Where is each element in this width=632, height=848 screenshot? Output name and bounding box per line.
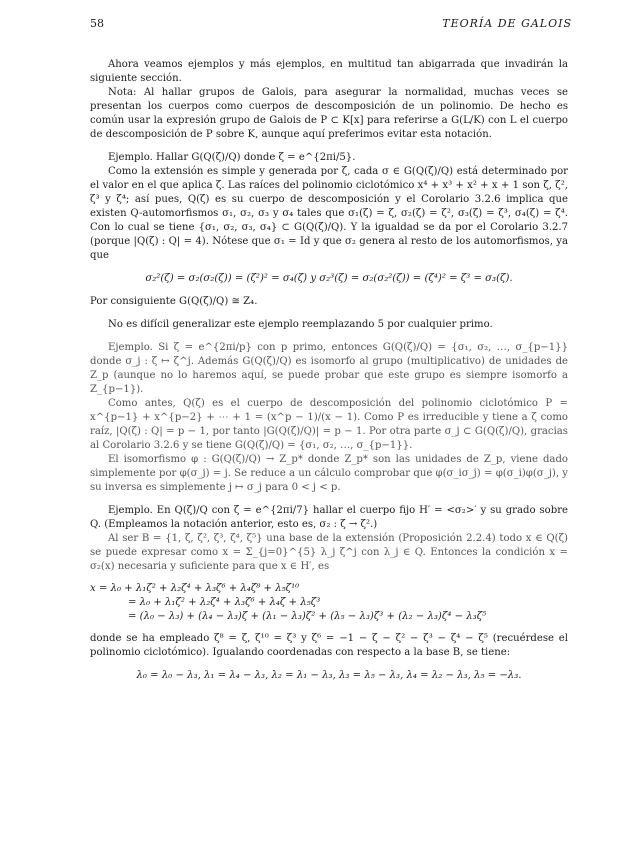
equation-lambda-system: λ₀ = λ₀ − λ₃, λ₁ = λ₄ − λ₃, λ₂ = λ₁ − λ₃, λ₃ = λ₅ − λ₃, λ₄ = λ₂ − λ₃, λ₅ = −λ₃. <box>136 670 522 681</box>
equation-automorphisms: σ₂²(ζ) = σ₂(σ₂(ζ)) = (ζ²)² = σ₄(ζ) y σ₂³(ζ) = σ₂(σ₂²(ζ)) = (ζ⁴)² = ζ³ = σ₃(ζ). <box>145 273 513 284</box>
paragraph-cyclotomic: Como antes, Q(ζ) es el cuerpo de descomposición del polinomio ciclotómico P = x^{p−1} + x^{p−2} + ⋯ + 1 = (x^p − 1)/(x − 1). Como P es irreducible y tiene a ζ como raíz, |Q(ζ) : Q| = p − 1, por tanto |G(Q(ζ)/Q)| = p − 1. Por otra parte σ_j ⊂ G(Q(ζ)/Q), gracias al Corolario 3.2.6 y se tiene G(Q(ζ)/Q) = {σ₁, σ₂, …, σ_{p−1}}. <box>90 398 568 451</box>
page-number: 58 <box>90 17 104 30</box>
equation-block <box>90 582 568 624</box>
paragraph-note: Nota: Al hallar grupos de Galois, para asegurar la normalidad, muchas veces se presentan los cuerpos como cuerpos de descomposición de un polinomio. De hecho es común usar la expresión grupo de Galois de P ⊂ K[x] para referirse a G(L/K) con L el cuerpo de descomposición de P sobre K, aunque aquí preferimos evitar esta notación. <box>90 87 568 140</box>
equation-line-2: = λ₀ + λ₁ζ² + λ₂ζ⁴ + λ₃ζ⁶ + λ₄ζ + λ₅ζ³ <box>128 597 321 608</box>
example-heading-3: Ejemplo. En Q(ζ)/Q con ζ = e^{2πi/7} hallar el cuerpo fijo H′ = <σ₂>′ y su grado sobre Q. (Empleamos la notación anterior, esto es, σ₂ : ζ → ζ².) <box>90 505 568 530</box>
page-body <box>90 58 568 692</box>
paragraph-intro: Ahora veamos ejemplos y más ejemplos, en multitud tan abigarrada que invadirán la siguiente sección. <box>90 59 568 84</box>
paragraph-basis: Al ser B = {1, ζ, ζ², ζ³, ζ⁴, ζ⁵} una base de la extensión (Proposición 2.2.4) todo x ∈ Q(ζ) se puede expresar como x = Σ_{j=0}^{5} λ_j ζ^j con λ_j ∈ Q. Entonces la condición x = σ₂(x) necesaria y suficiente para que x ∈ H′, es <box>90 533 568 572</box>
paragraph-generalize: No es difícil generalizar este ejemplo reemplazando 5 por cualquier primo. <box>108 319 493 330</box>
running-title: TEORÍA DE GALOIS <box>442 17 572 30</box>
paragraph-conclusion: Por consiguiente G(Q(ζ)/Q) ≅ Z₄. <box>90 296 258 307</box>
example-heading-1: Ejemplo. Hallar G(Q(ζ)/Q) donde ζ = e^{2πi/5}. <box>108 152 356 163</box>
paragraph-coordinates: donde se ha empleado ζ⁸ = ζ, ζ¹⁰ = ζ³ y ζ⁶ = −1 − ζ − ζ² − ζ³ − ζ⁴ − ζ⁵ (recuérdese el polinomio ciclotómico). Igualando coordenadas con respecto a la base B, se tiene: <box>90 633 568 658</box>
equation-line-3: = (λ₀ − λ₃) + (λ₄ − λ₃)ζ + (λ₁ − λ₃)ζ² + (λ₅ − λ₃)ζ³ + (λ₂ − λ₃)ζ⁴ − λ₃ζ⁵ <box>128 611 487 622</box>
paragraph-example-1: Como la extensión es simple y generada por ζ, cada σ ∈ G(Q(ζ)/Q) está determinado por el valor en el que aplica ζ. Las raíces del polinomio ciclotómico x⁴ + x³ + x² + x + 1 son ζ, ζ², ζ³ y ζ⁴; así pues, Q(ζ) es su cuerpo de descomposición y el Corolario 3.2.6 implica que existen Q-automorfismos σ₁, σ₂, σ₃ y σ₄ tales que σ₁(ζ) = ζ, σ₂(ζ) = ζ², σ₃(ζ) = ζ³, σ₄(ζ) = ζ⁴. Con lo cual se tiene {σ₁, σ₂, σ₃, σ₄} ⊂ G(Q(ζ)/Q). Y la igualdad se da por el Corolario 3.2.7 (porque |Q(ζ) : Q| = 4). Nótese que σ₁ = Id y que σ₂ genera al resto de los automorfismos, ya que <box>90 166 568 261</box>
equation-line-1: x = λ₀ + λ₁ζ² + λ₂ζ⁴ + λ₃ζ⁶ + λ₄ζ⁸ + λ₅ζ¹⁰ <box>90 583 300 594</box>
paragraph-example-2: Ejemplo. Si ζ = e^{2πi/p} con p primo, entonces G(Q(ζ)/Q) = {σ₁, σ₂, …, σ_{p−1}} donde σ_j : ζ ↦ ζ^j. Además G(Q(ζ)/Q) es isomorfo al grupo (multiplicativo) de unidades de Z_p (aunque no lo haremos aquí, se puede probar que este grupo es siempre isomorfo a Z_{p−1}). <box>90 342 568 395</box>
page-header <box>90 17 572 30</box>
paragraph-isomorphism: El isomorfismo φ : G(Q(ζ)/Q) → Z_p* donde Z_p* son las unidades de Z_p, viene dado simplemente por φ(σ_j) = j. Se reduce a un cálculo comprobar que φ(σ_iσ_j) = φ(σ_i)φ(σ_j), y su inversa es simplemente j ↦ σ_j para 0 < j < p. <box>90 454 568 493</box>
